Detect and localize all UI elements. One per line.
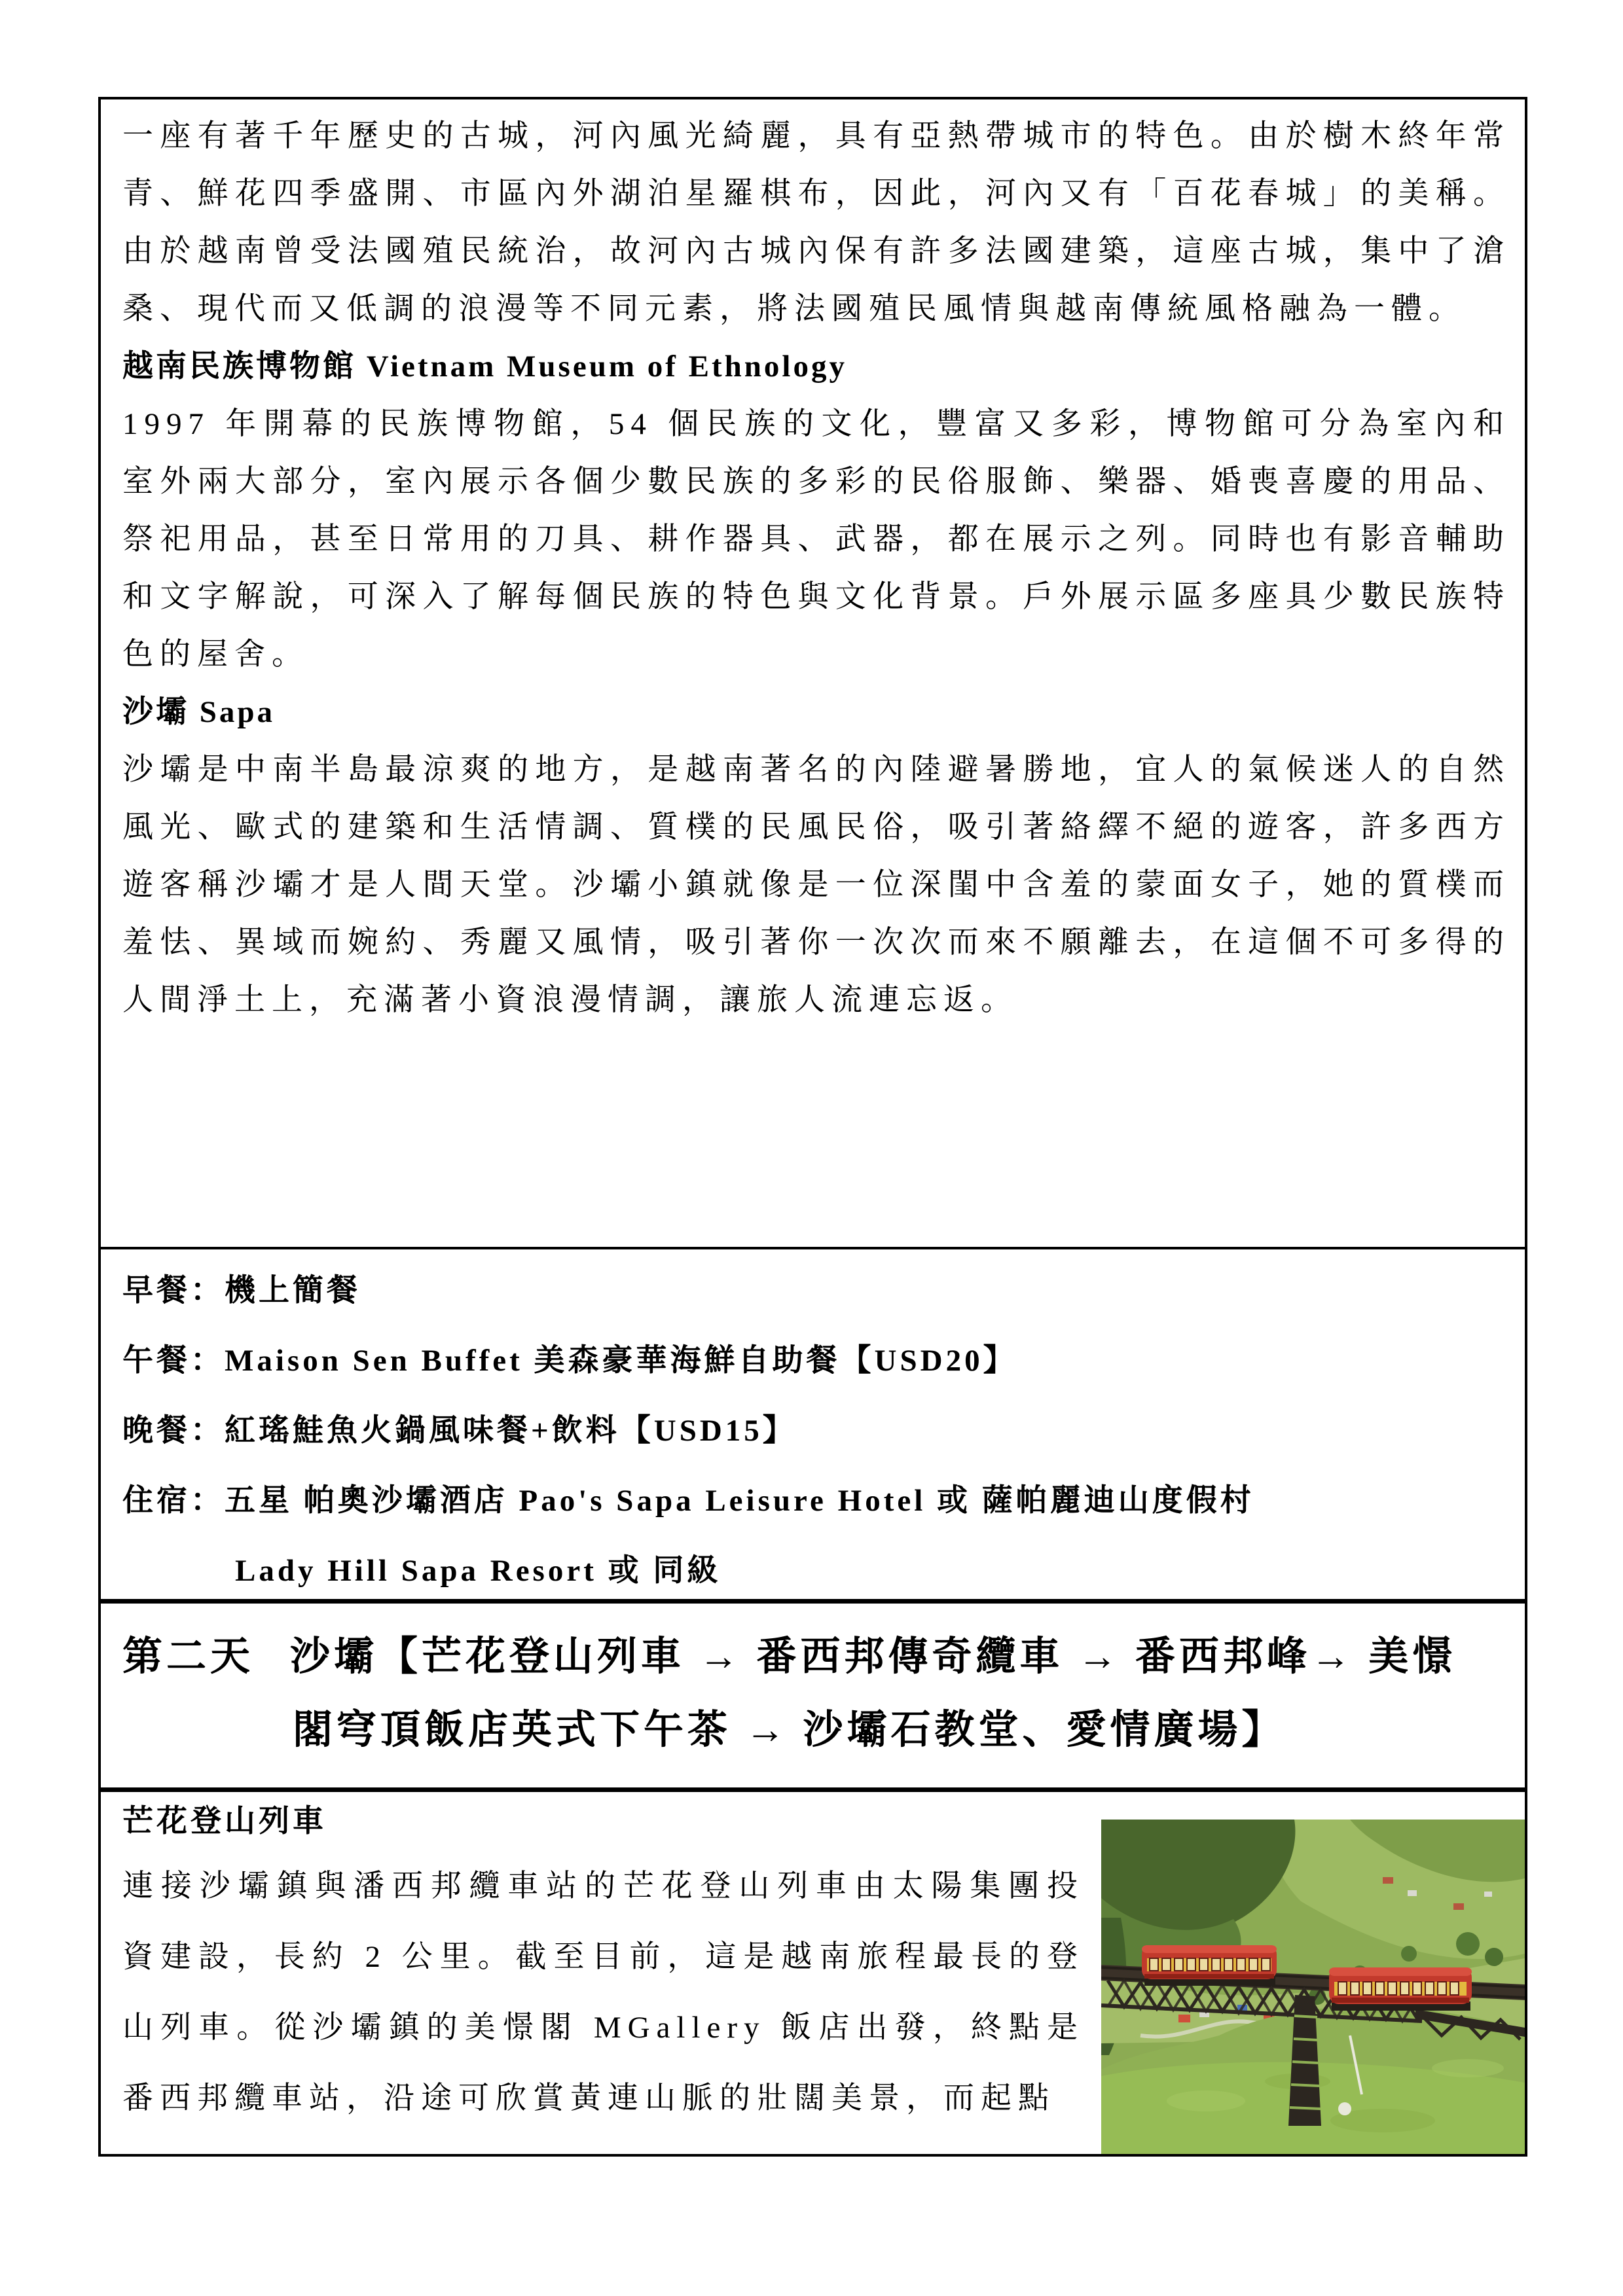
lodging-line-2: Lady Hill Sapa Resort 或 同級: [235, 1554, 721, 1588]
day1-description-cell: [101, 99, 1525, 1247]
hanoi-paragraph: 一座有著千年歷史的古城，河內風光綺麗，具有亞熱帶城市的特色。由於樹木終年常青、鮮花四季盛開、市區內外湖泊星羅棋布，因此，河內又有「百花春城」的美稱。由於越南曾受法國殖民統治，故河內古城內保有許多法國建築，這座古城，集中了滄桑、現代而又低調的浪漫等不同元素，將法國殖民風情與越南傳統風格融為一體。: [122, 119, 1510, 326]
breakfast-line: 早餐：機上簡餐: [122, 1274, 361, 1308]
lunch-line: 午餐：Maison Sen Buffet 美森豪華海鮮自助餐【USD20】: [122, 1344, 1017, 1378]
museum-heading: 越南民族博物館 Vietnam Museum of Ethnology: [122, 350, 847, 384]
sapa-train-photo-graphic: [1101, 1820, 1525, 2154]
train-car-left: [1142, 1945, 1277, 1986]
sapa-mountain-train-photo: [1101, 1820, 1525, 2154]
train-paragraph: 連接沙壩鎮與潘西邦纜車站的芒花登山列車由太陽集團投資建設，長約 2 公里。截至目前，這是越南旅程最長的登山列車。從沙壩鎮的美憬閣 MGallery 飯店出發，終點是番西邦纜車站，沿途可欣賞黃連山脈的壯闊美景，而起點: [122, 1869, 1084, 2115]
day2-label: 第二天: [122, 1635, 255, 1679]
museum-paragraph: 1997 年開幕的民族博物館，54 個民族的文化，豐富又多彩，博物館可分為室內和室外兩大部分，室內展示各個少數民族的多彩的民俗服飾、樂器、婚喪喜慶的用品、祭祀用品，甚至日常用的刀具、耕作器具、武器，都在展示之列。同時也有影音輔助和文字解說，可深入了解每個民族的特色與文化背景。戶外展示區多座具少數民族特色的屋舍。: [122, 407, 1510, 672]
muong-hoa-train-cell: [101, 1787, 1525, 2154]
lodging-line-1: 住宿：五星 帕奧沙壩酒店 Pao's Sapa Leisure Hotel 或 薩帕麗迪山度假村: [122, 1484, 1254, 1518]
train-heading: 芒花登山列車: [122, 1804, 327, 1839]
sapa-heading: 沙壩 Sapa: [122, 695, 276, 729]
itinerary-table: [98, 97, 1527, 2157]
day2-header-cell: [101, 1599, 1525, 1787]
dinner-line: 晚餐：紅瑤鮭魚火鍋風味餐+飲料【USD15】: [122, 1414, 797, 1448]
sapa-paragraph: 沙壩是中南半島最涼爽的地方，是越南著名的內陸避暑勝地，宜人的氣候迷人的自然風光、歐式的建築和生活情調、質樸的民風民俗，吸引著絡繹不絕的遊客，許多西方遊客稱沙壩才是人間天堂。沙壩小鎮就像是一位深閨中含羞的蒙面女子，她的質樸而羞怯、異域而婉約、秀麗又風情，吸引著你一次次而來不願離去，在這個不可多得的人間淨土上，充滿著小資浪漫情調，讓旅人流連忘返。: [122, 753, 1510, 1017]
meals-cell: [101, 1247, 1525, 1599]
train-car-right: [1329, 1967, 1472, 2011]
day2-title-text: 沙壩【芒花登山列車 → 番西邦傳奇纜車 → 番西邦峰→ 美憬: [290, 1635, 1457, 1679]
day2-title-line-2: 閣穹頂飯店英式下午茶 → 沙壩石教堂、愛情廣場】: [293, 1708, 1286, 1752]
day2-title-line-1: [122, 1621, 1512, 1694]
